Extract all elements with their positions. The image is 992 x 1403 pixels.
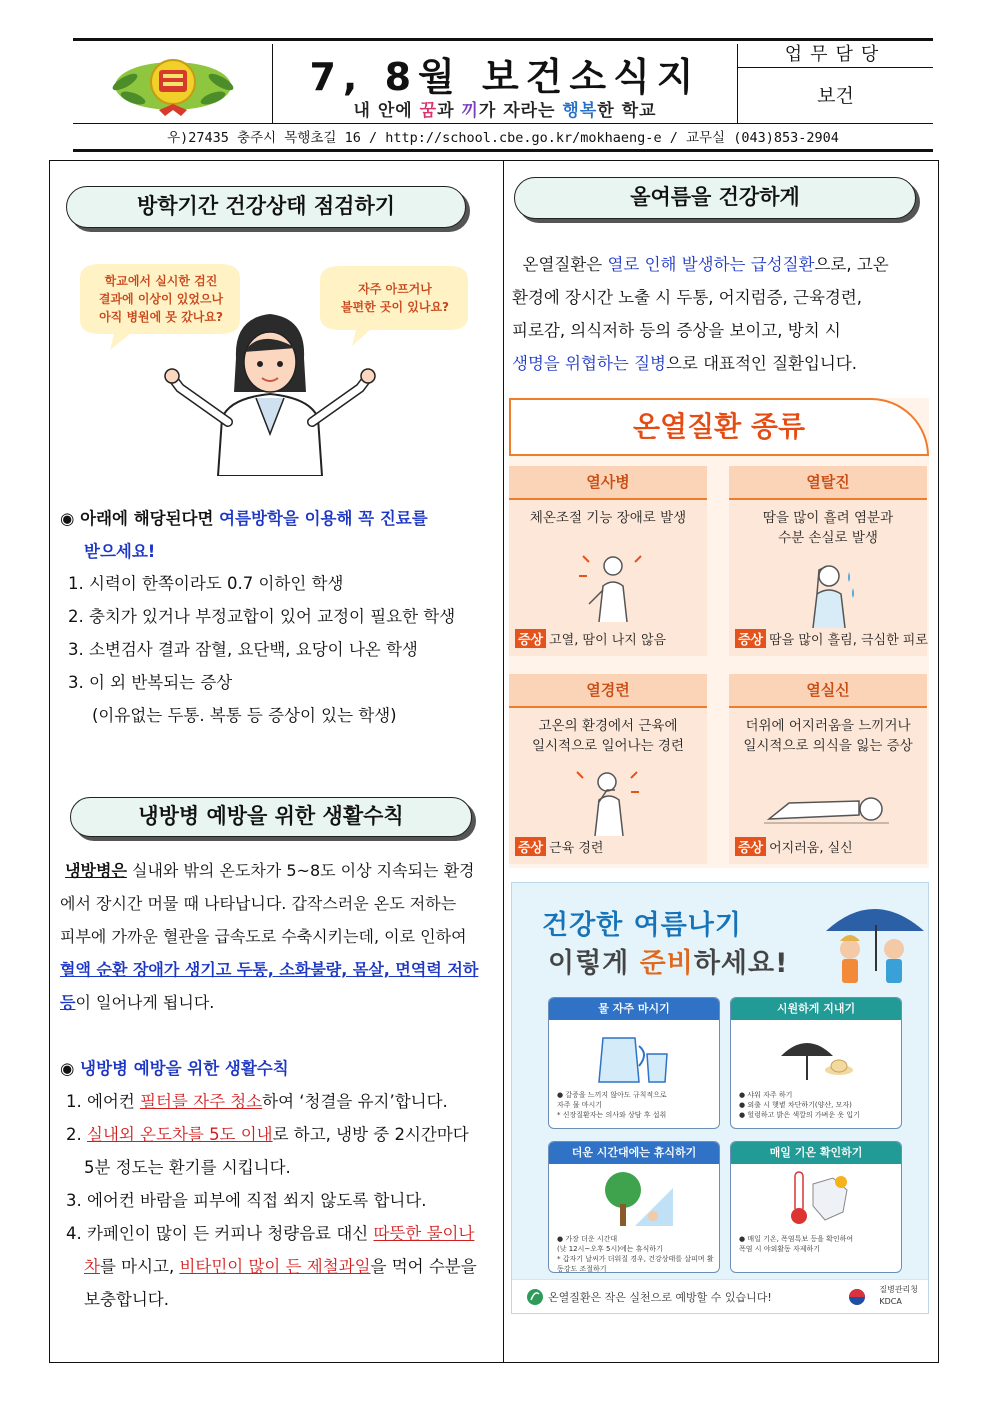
cooling-rule-2-line2: 5분 정도는 환기를 시킵니다. [84,1158,291,1177]
header-top-rule [73,38,933,41]
leaf-icon [526,1288,544,1306]
heat-card-exhaustion [729,466,927,656]
school-slogan: 내 안에 꿈과 끼가 자라는 행복한 학교 [353,101,657,121]
heat-card-symptom: 증상 땀을 많이 흘림, 극심한 피로 [735,629,923,648]
poster-card-title: 더운 시간대에는 휴식하기 [549,1142,719,1164]
heat-card-desc: 고온의 환경에서 근육에 일시적으로 일어나는 경련 [531,718,685,754]
cooling-rule-2: 2. 실내외 온도차를 5도 이내로 하고, 냉방 중 2시간마다 [66,1125,469,1144]
heat-card-desc: 더위에 어지러움을 느끼거나 일시적으로 의식을 잃는 증상 [743,718,913,754]
heat-card-desc: 땀을 많이 흘려 염분과 수분 손실로 발생 [762,510,894,546]
bubble-right-text: 자주 아프거나 불편한 곳이 있나요? [340,282,450,314]
cooling-rule-4: 4. 카페인이 많이 든 커피나 청량음료 대신 따뜻한 물이나 [66,1224,475,1243]
poster-footer-text: 온열질환은 작은 실천으로 예방할 수 있습니다! [548,1291,772,1304]
heat-card-cramps [509,674,707,864]
header-bottom-rule [73,149,933,152]
heat-card-title: 열실신 [729,674,927,708]
checkup-item-1: 1. 시력이 한쪽이라도 0.7 이하인 학생 [68,574,344,593]
agency-name: 질병관리청 KDCA [879,1285,918,1306]
charge-value: 보건 [817,85,854,107]
thermometer-icon [777,1168,857,1228]
checkup-item-4-detail: (이유없는 두통. 복통 등 증상이 있는 학생) [92,706,397,725]
checkup-item-2: 2. 충치가 있거나 부정교합이 있어 교정이 필요한 학생 [68,607,456,626]
poster-card-rest [548,1141,720,1273]
school-logo [73,44,273,124]
water-jug-icon [595,1024,675,1084]
cooling-rule-4-line3: 보충합니다. [84,1290,169,1309]
section-title-cooling-sickness: 냉방병 예방을 위한 생활수칙 [70,797,472,837]
heat-card-title: 열경련 [509,674,707,708]
checkup-notice: ◉ 아래에 해당된다면 여름방학을 이용해 꼭 진료를 [60,509,428,528]
fainting-person-icon [569,552,649,622]
heat-card-title: 열탈진 [729,466,927,500]
heat-card-desc: 체온조절 기능 장애로 발생 [529,510,687,526]
umbrella-kids-icon [820,891,928,989]
school-emblem-icon [73,44,273,124]
poster-card-drink-water [548,997,720,1129]
bubble-left-text: 학교에서 실시한 검진 결과에 이상이 있었으나 아직 병원에 못 갔나요? [98,274,224,324]
poster-card-text: ● 샤워 자주 하기 ● 외출 시 햇볕 차단하기(양산, 모자) ● 헐렁하고 밝은 색깔의 가벼운 옷 입기 [739,1091,860,1119]
poster-card-text: ● 갈증을 느끼지 않아도 규칙적으로 자주 물 마시기 * 신장질환자는 의사와 상담 후 섭취 [557,1091,667,1119]
poster-card-title: 매일 기온 확인하기 [731,1142,901,1164]
newsletter-title: 7, 8월 보건소식지 [309,55,701,99]
poster-card-check-temperature [730,1141,902,1273]
column-divider [503,160,504,1363]
lying-person-icon [759,774,899,844]
poster-title: 건강한 여름나기 [542,910,742,941]
charge-label: 업무담당 [738,44,933,68]
checkup-item-3: 3. 소변검사 결과 잠혈, 요단백, 요당이 나온 학생 [68,640,418,659]
tree-shade-icon [595,1168,675,1228]
checkup-item-4: 3. 이 외 반복되는 증상 [68,673,233,692]
heat-card-symptom: 증상 어지러움, 실신 [735,837,923,856]
poster-card-text: ● 매일 기온, 폭염특보 등을 확인하여 폭염 시 야외활동 자제하기 [739,1235,854,1253]
poster-card-title: 시원하게 지내기 [731,998,901,1020]
charge-box [738,44,933,124]
school-address: 우)27435 충주시 목행초길 16 / http://school.cbe.go.kr/mokhaeng-e / 교무실 (043)853-2904 [167,130,839,146]
heat-card-syncope [729,674,927,864]
doctor-illustration [70,258,480,476]
poster-footer [512,1279,928,1313]
cooling-rule-1: 1. 에어컨 필터를 자주 청소하여 ‘청결을 유지’합니다. [66,1092,448,1111]
heat-card-symptom: 증상 근육 경련 [515,837,703,856]
poster-card-stay-cool [730,997,902,1129]
section-title-healthy-summer: 올여름을 건강하게 [514,177,916,219]
sweating-person-icon [789,558,869,628]
heat-illness-intro: 온열질환은 열로 인해 발생하는 급성질환으로, 고온 환경에 장시간 노출 시 두통, 어지럼증, 근육경련, 피로감, 의식저하 등의 증상을 보이고, 방치 시 생명을 위협하는 질병으로 대표적인 질환입니다. [512,255,889,373]
heat-illness-title: 온열질환 종류 [509,398,929,456]
poster-card-title: 물 자주 마시기 [549,998,719,1020]
heat-card-symptom: 증상 고열, 땀이 나지 않음 [515,629,703,648]
newsletter-header [73,44,933,124]
cooling-rules-heading: ◉ 냉방병 예방을 위한 생활수칙 [60,1059,289,1078]
umbrella-hat-icon [777,1024,857,1084]
poster-card-text: ● 가장 더운 시간대 (낮 12시~오후 5시)에는 휴식하기 * 갑자기 날씨가 더워질 경우, 건강상태를 살피며 활동강도 조절하기 [557,1235,714,1273]
heat-illness-infographic [509,398,929,868]
checkup-notice-line2: 받으세요! [84,542,156,561]
summer-health-poster [511,882,929,1314]
heat-card-title: 열사병 [509,466,707,500]
cooling-rule-3: 3. 에어컨 바람을 피부에 직접 쐬지 않도록 합니다. [66,1191,427,1210]
section-title-vacation-check: 방학기간 건강상태 점검하기 [66,186,466,228]
poster-subtitle: 이렇게 준비하세요! [548,948,789,979]
title-box [273,44,738,124]
cooling-sickness-paragraph: 냉방병은 실내와 밖의 온도차가 5~8도 이상 지속되는 환경 에서 장시간 머물 때 나타납니다. 갑작스러운 온도 저하는 피부에 가까운 혈관을 급속도로 수축시키는데, 이로 인하여 혈액 순환 장애가 생기고 두통, 소화불량, 몸살, 면역력 저하 등이 일어나게 됩니다. [60,861,479,1012]
cooling-rule-4-line2: 차를 마시고, 비타민이 많이 든 제철과일을 먹어 수분을 [84,1257,477,1276]
heat-card-heatstroke [509,466,707,656]
kdca-logo-icon [848,1288,866,1306]
cramping-person-icon [569,766,649,836]
